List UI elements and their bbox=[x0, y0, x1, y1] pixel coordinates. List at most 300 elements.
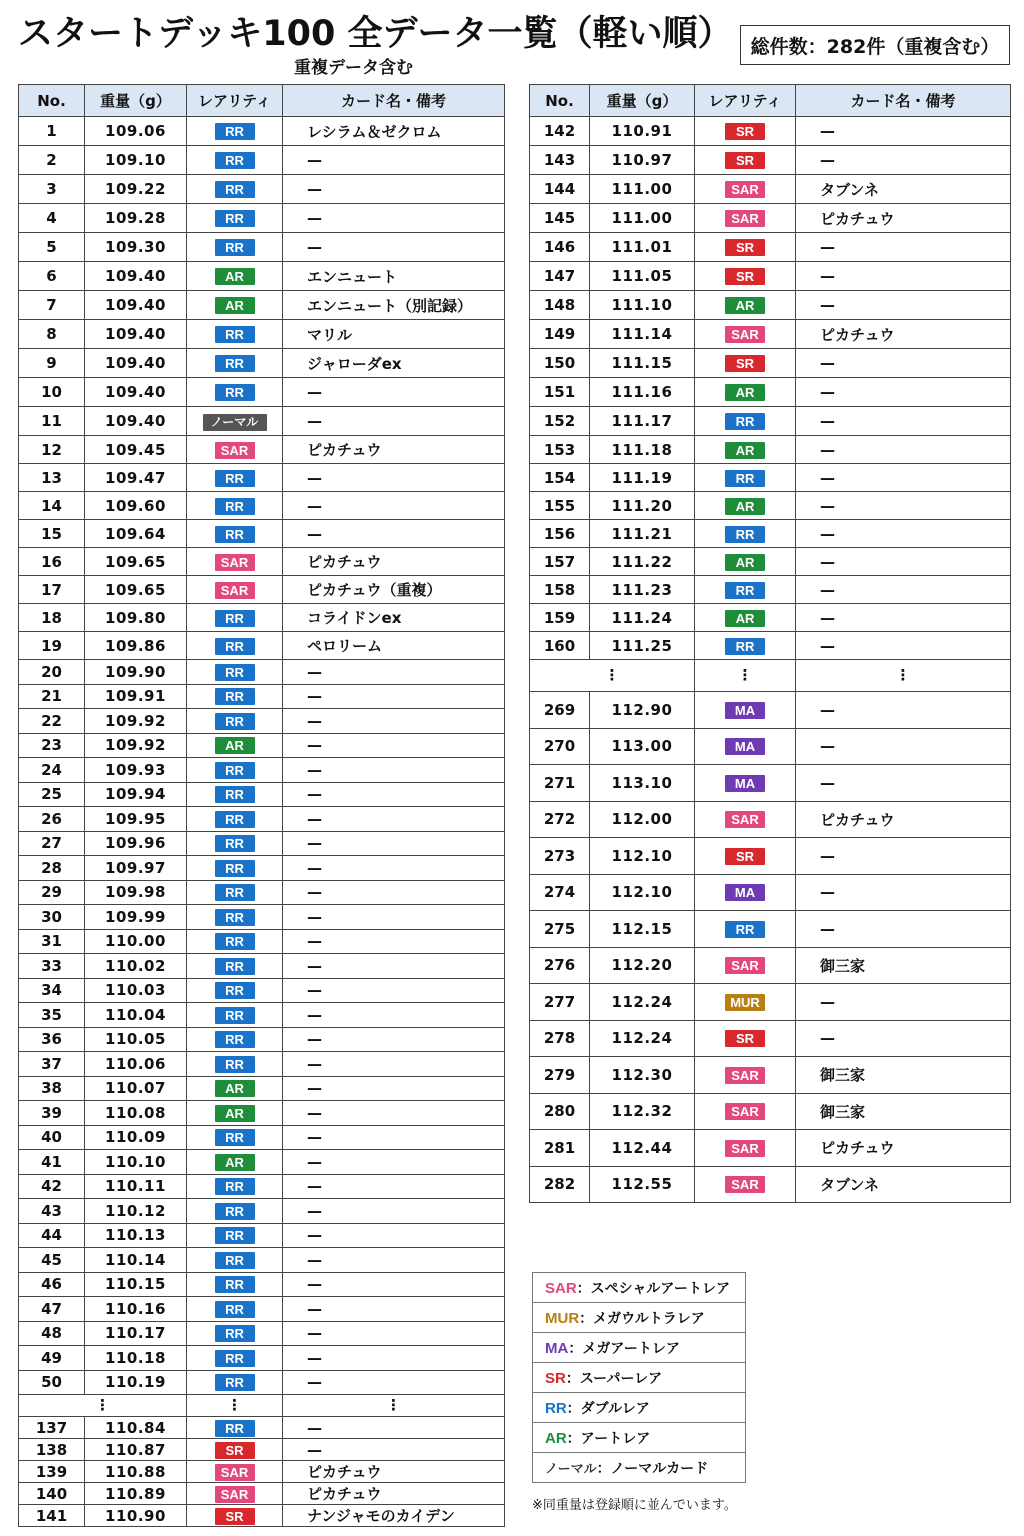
cell-weight: 111.24 bbox=[590, 604, 695, 632]
cell-no: 143 bbox=[530, 146, 590, 175]
rarity-badge: RR bbox=[215, 181, 255, 198]
cell-no: 273 bbox=[530, 838, 590, 875]
cell-note: — bbox=[283, 1174, 505, 1199]
cell-weight: 111.22 bbox=[590, 548, 695, 576]
rarity-badge: RR bbox=[215, 860, 255, 877]
cell-weight: 109.60 bbox=[85, 492, 187, 520]
cell-rarity bbox=[695, 765, 796, 802]
table-row bbox=[19, 684, 505, 709]
cell-note: — bbox=[796, 378, 1011, 407]
cell-note: — bbox=[283, 929, 505, 954]
table-row bbox=[530, 1093, 1011, 1130]
rarity-badge: RR bbox=[725, 470, 765, 487]
table-row bbox=[530, 146, 1011, 175]
cell-note: — bbox=[796, 765, 1011, 802]
cell-no: 154 bbox=[530, 464, 590, 492]
cell-rarity bbox=[187, 1321, 283, 1346]
cell-no: 159 bbox=[530, 604, 590, 632]
rarity-badge: RR bbox=[725, 526, 765, 543]
column-header-rarity: レアリティ bbox=[695, 85, 796, 117]
cell-weight: 109.92 bbox=[85, 709, 187, 734]
table-row bbox=[19, 117, 505, 146]
cell-weight: 109.65 bbox=[85, 576, 187, 604]
cell-note: タブンネ bbox=[796, 175, 1011, 204]
cell-rarity bbox=[187, 632, 283, 660]
cell-note: ピカチュウ bbox=[283, 1483, 505, 1505]
rarity-badge: RR bbox=[725, 582, 765, 599]
table-row bbox=[19, 1346, 505, 1371]
cell-no: 13 bbox=[19, 464, 85, 492]
cell-no: 33 bbox=[19, 954, 85, 979]
ellipsis-row bbox=[19, 1395, 505, 1417]
table-row bbox=[19, 548, 505, 576]
cell-note: — bbox=[283, 856, 505, 881]
legend-cell bbox=[533, 1303, 746, 1333]
cell-no: 16 bbox=[19, 548, 85, 576]
ellipsis-cell: ⋮ bbox=[19, 1395, 187, 1417]
cell-note: ナンジャモのカイデン bbox=[283, 1505, 505, 1527]
table-row bbox=[530, 378, 1011, 407]
legend-cell bbox=[533, 1273, 746, 1303]
cell-note: — bbox=[796, 262, 1011, 291]
cell-no: 12 bbox=[19, 436, 85, 464]
cell-weight: 109.22 bbox=[85, 175, 187, 204]
cell-rarity bbox=[187, 733, 283, 758]
rarity-badge: AR bbox=[215, 268, 255, 285]
cell-no: 29 bbox=[19, 880, 85, 905]
table-row bbox=[19, 175, 505, 204]
rarity-badge: RR bbox=[215, 811, 255, 828]
cell-rarity bbox=[187, 782, 283, 807]
rarity-badge: RR bbox=[215, 933, 255, 950]
cell-no: 155 bbox=[530, 492, 590, 520]
table-row bbox=[19, 1483, 505, 1505]
legend-row bbox=[533, 1303, 746, 1333]
cell-no: 44 bbox=[19, 1223, 85, 1248]
cell-rarity bbox=[695, 692, 796, 729]
cell-no: 281 bbox=[530, 1130, 590, 1167]
cell-rarity bbox=[187, 117, 283, 146]
rarity-badge: SAR bbox=[725, 957, 765, 974]
cell-rarity bbox=[187, 1027, 283, 1052]
cell-weight: 112.90 bbox=[590, 692, 695, 729]
page-subtitle: 重複データ含む bbox=[294, 58, 413, 78]
cell-note: ピカチュウ bbox=[796, 1130, 1011, 1167]
cell-weight: 112.30 bbox=[590, 1057, 695, 1094]
table-row bbox=[19, 1461, 505, 1483]
rarity-badge: AR bbox=[725, 610, 765, 627]
table-row bbox=[530, 947, 1011, 984]
table-row bbox=[19, 905, 505, 930]
cell-no: 2 bbox=[19, 146, 85, 175]
cell-rarity bbox=[695, 548, 796, 576]
table-row bbox=[19, 978, 505, 1003]
cell-rarity bbox=[695, 801, 796, 838]
table-row bbox=[19, 1076, 505, 1101]
cell-weight: 109.91 bbox=[85, 684, 187, 709]
rarity-badge: RR bbox=[725, 921, 765, 938]
cell-note: — bbox=[796, 632, 1011, 660]
cell-weight: 110.05 bbox=[85, 1027, 187, 1052]
cell-weight: 110.88 bbox=[85, 1461, 187, 1483]
cell-weight: 109.40 bbox=[85, 349, 187, 378]
rarity-badge: AR bbox=[215, 297, 255, 314]
table-row bbox=[19, 1248, 505, 1273]
cell-note: — bbox=[283, 733, 505, 758]
rarity-badge: SAR bbox=[725, 210, 765, 227]
cell-weight: 109.40 bbox=[85, 320, 187, 349]
cell-no: 144 bbox=[530, 175, 590, 204]
cell-note: — bbox=[283, 492, 505, 520]
table-row bbox=[530, 604, 1011, 632]
cell-weight: 109.86 bbox=[85, 632, 187, 660]
cell-note: — bbox=[283, 782, 505, 807]
cell-rarity bbox=[187, 1125, 283, 1150]
cell-no: 274 bbox=[530, 874, 590, 911]
cell-weight: 112.20 bbox=[590, 947, 695, 984]
legend-row bbox=[533, 1363, 746, 1393]
legend-text: ：アートレア bbox=[566, 1430, 651, 1447]
rarity-badge: RR bbox=[215, 1178, 255, 1195]
table-row bbox=[530, 728, 1011, 765]
cell-rarity bbox=[695, 520, 796, 548]
cell-rarity bbox=[187, 1101, 283, 1126]
cell-rarity bbox=[695, 632, 796, 660]
cell-weight: 109.98 bbox=[85, 880, 187, 905]
cell-rarity bbox=[695, 604, 796, 632]
cell-weight: 111.21 bbox=[590, 520, 695, 548]
rarity-badge: MA bbox=[725, 884, 765, 901]
cell-weight: 110.84 bbox=[85, 1417, 187, 1439]
cell-rarity bbox=[695, 407, 796, 436]
cell-no: 25 bbox=[19, 782, 85, 807]
cell-weight: 111.01 bbox=[590, 233, 695, 262]
cell-rarity bbox=[695, 492, 796, 520]
table-row bbox=[530, 349, 1011, 378]
cell-note: — bbox=[283, 1003, 505, 1028]
cell-note: — bbox=[796, 492, 1011, 520]
cell-weight: 110.18 bbox=[85, 1346, 187, 1371]
cell-rarity bbox=[187, 291, 283, 320]
column-header-weight: 重量（g） bbox=[85, 85, 187, 117]
rarity-badge: RR bbox=[215, 610, 255, 627]
cell-no: 145 bbox=[530, 204, 590, 233]
table-row bbox=[530, 291, 1011, 320]
cell-weight: 109.97 bbox=[85, 856, 187, 881]
cell-rarity bbox=[187, 492, 283, 520]
rarity-badge: RR bbox=[215, 1203, 255, 1220]
cell-weight: 111.00 bbox=[590, 204, 695, 233]
cell-note: — bbox=[796, 407, 1011, 436]
cell-rarity bbox=[187, 1174, 283, 1199]
rarity-badge: RR bbox=[215, 835, 255, 852]
cell-weight: 110.16 bbox=[85, 1297, 187, 1322]
cell-weight: 109.96 bbox=[85, 831, 187, 856]
rarity-badge: RR bbox=[215, 1374, 255, 1391]
column-header-note: カード名・備考 bbox=[283, 85, 505, 117]
table-row bbox=[530, 1020, 1011, 1057]
cell-rarity bbox=[695, 262, 796, 291]
cell-no: 153 bbox=[530, 436, 590, 464]
cell-no: 14 bbox=[19, 492, 85, 520]
cell-no: 142 bbox=[530, 117, 590, 146]
cell-rarity bbox=[187, 1248, 283, 1273]
table-row bbox=[530, 632, 1011, 660]
legend-abbr: RR bbox=[545, 1399, 567, 1417]
table-header-row bbox=[19, 85, 505, 117]
cell-no: 152 bbox=[530, 407, 590, 436]
cell-rarity bbox=[695, 838, 796, 875]
rarity-badge: RR bbox=[215, 498, 255, 515]
table-row bbox=[530, 874, 1011, 911]
cell-note: — bbox=[283, 1199, 505, 1224]
rarity-badge: AR bbox=[725, 297, 765, 314]
ellipsis-cell: ⋮ bbox=[283, 1395, 505, 1417]
table-row bbox=[19, 1125, 505, 1150]
cell-note: — bbox=[283, 1150, 505, 1175]
legend-cell bbox=[533, 1423, 746, 1453]
rarity-badge: SR bbox=[215, 1508, 255, 1525]
cell-rarity bbox=[187, 1003, 283, 1028]
rarity-badge: SAR bbox=[215, 582, 255, 599]
rarity-badge: RR bbox=[215, 884, 255, 901]
cell-note: ピカチュウ bbox=[283, 1461, 505, 1483]
cell-note: — bbox=[283, 709, 505, 734]
table-row bbox=[530, 117, 1011, 146]
table-row bbox=[19, 632, 505, 660]
cell-note: — bbox=[283, 520, 505, 548]
table-row bbox=[530, 204, 1011, 233]
cell-rarity bbox=[187, 709, 283, 734]
cell-weight: 109.40 bbox=[85, 291, 187, 320]
cell-weight: 109.94 bbox=[85, 782, 187, 807]
rarity-badge: RR bbox=[215, 1276, 255, 1293]
rarity-badge: SR bbox=[725, 123, 765, 140]
legend-abbr: SR bbox=[545, 1369, 566, 1387]
rarity-badge: RR bbox=[215, 688, 255, 705]
rarity-badge: RR bbox=[215, 1056, 255, 1073]
cell-rarity bbox=[187, 880, 283, 905]
rarity-legend bbox=[532, 1272, 746, 1483]
table-row bbox=[530, 320, 1011, 349]
rarity-badge: SAR bbox=[725, 1067, 765, 1084]
cell-no: 49 bbox=[19, 1346, 85, 1371]
page-title: スタートデッキ100 全データ一覧（軽い順） bbox=[18, 14, 733, 54]
cell-note: ピカチュウ bbox=[283, 436, 505, 464]
table-row bbox=[19, 856, 505, 881]
cell-weight: 110.17 bbox=[85, 1321, 187, 1346]
cell-no: 278 bbox=[530, 1020, 590, 1057]
legend-row bbox=[533, 1273, 746, 1303]
cell-rarity bbox=[187, 1370, 283, 1395]
legend-text: ：スーパーレア bbox=[565, 1370, 663, 1387]
cell-rarity bbox=[695, 117, 796, 146]
cell-weight: 109.95 bbox=[85, 807, 187, 832]
legend-cell bbox=[533, 1363, 746, 1393]
column-header-no: No. bbox=[530, 85, 590, 117]
cell-no: 272 bbox=[530, 801, 590, 838]
cell-note: ピカチュウ（重複） bbox=[283, 576, 505, 604]
cell-no: 48 bbox=[19, 1321, 85, 1346]
table-row bbox=[19, 407, 505, 436]
cell-no: 148 bbox=[530, 291, 590, 320]
legend-abbr: MA bbox=[545, 1339, 569, 1357]
rarity-badge: RR bbox=[215, 1301, 255, 1318]
cell-note: — bbox=[283, 954, 505, 979]
cell-note: — bbox=[283, 233, 505, 262]
cell-note: エンニュート bbox=[283, 262, 505, 291]
cell-note: ジャローダex bbox=[283, 349, 505, 378]
cell-no: 39 bbox=[19, 1101, 85, 1126]
table-row bbox=[19, 204, 505, 233]
cell-rarity bbox=[695, 1020, 796, 1057]
cell-rarity bbox=[187, 1150, 283, 1175]
table-row bbox=[19, 758, 505, 783]
table-row bbox=[530, 492, 1011, 520]
ellipsis-cell: ⋮ bbox=[695, 660, 796, 692]
cell-no: 151 bbox=[530, 378, 590, 407]
cell-weight: 109.40 bbox=[85, 407, 187, 436]
cell-no: 5 bbox=[19, 233, 85, 262]
cell-weight: 110.00 bbox=[85, 929, 187, 954]
table-row bbox=[19, 1223, 505, 1248]
ellipsis-row bbox=[530, 660, 1011, 692]
table-row bbox=[19, 378, 505, 407]
legend-text: ：メガウルトラレア bbox=[579, 1310, 705, 1327]
cell-rarity bbox=[695, 464, 796, 492]
cell-rarity bbox=[187, 1439, 283, 1461]
cell-weight: 109.40 bbox=[85, 378, 187, 407]
cell-note: — bbox=[283, 978, 505, 1003]
cell-no: 1 bbox=[19, 117, 85, 146]
cell-weight: 112.10 bbox=[590, 874, 695, 911]
cell-weight: 109.99 bbox=[85, 905, 187, 930]
table-row bbox=[19, 1174, 505, 1199]
table-row bbox=[19, 320, 505, 349]
cell-weight: 110.87 bbox=[85, 1439, 187, 1461]
cell-weight: 112.44 bbox=[590, 1130, 695, 1167]
cell-no: 160 bbox=[530, 632, 590, 660]
column-header-rarity: レアリティ bbox=[187, 85, 283, 117]
data-table-left bbox=[18, 84, 505, 1527]
cell-weight: 109.80 bbox=[85, 604, 187, 632]
cell-weight: 109.64 bbox=[85, 520, 187, 548]
cell-note: — bbox=[283, 1027, 505, 1052]
cell-rarity bbox=[695, 874, 796, 911]
cell-no: 7 bbox=[19, 291, 85, 320]
cell-rarity bbox=[695, 728, 796, 765]
cell-no: 10 bbox=[19, 378, 85, 407]
cell-no: 21 bbox=[19, 684, 85, 709]
column-header-no: No. bbox=[19, 85, 85, 117]
cell-rarity bbox=[187, 407, 283, 436]
cell-rarity bbox=[187, 1076, 283, 1101]
cell-weight: 113.00 bbox=[590, 728, 695, 765]
cell-weight: 109.65 bbox=[85, 548, 187, 576]
cell-no: 277 bbox=[530, 984, 590, 1021]
data-table-right bbox=[529, 84, 1011, 1203]
legend-cell bbox=[533, 1333, 746, 1363]
cell-note: ピカチュウ bbox=[796, 801, 1011, 838]
legend-abbr: MUR bbox=[545, 1309, 580, 1327]
table-row bbox=[19, 1439, 505, 1461]
legend-abbr: SAR bbox=[545, 1279, 577, 1297]
cell-rarity bbox=[695, 1166, 796, 1203]
cell-rarity bbox=[187, 175, 283, 204]
cell-weight: 112.10 bbox=[590, 838, 695, 875]
cell-weight: 110.10 bbox=[85, 1150, 187, 1175]
table-row bbox=[19, 520, 505, 548]
table-row bbox=[530, 436, 1011, 464]
cell-no: 23 bbox=[19, 733, 85, 758]
cell-note: — bbox=[283, 204, 505, 233]
table-row bbox=[530, 576, 1011, 604]
rarity-badge: RR bbox=[215, 326, 255, 343]
cell-note: 御三家 bbox=[796, 947, 1011, 984]
cell-rarity bbox=[187, 758, 283, 783]
cell-note: — bbox=[796, 874, 1011, 911]
cell-weight: 112.32 bbox=[590, 1093, 695, 1130]
cell-note: — bbox=[796, 436, 1011, 464]
cell-note: エンニュート（別記録） bbox=[283, 291, 505, 320]
cell-weight: 111.14 bbox=[590, 320, 695, 349]
rarity-badge: RR bbox=[215, 1420, 255, 1437]
cell-rarity bbox=[187, 905, 283, 930]
cell-note: — bbox=[796, 984, 1011, 1021]
cell-note: — bbox=[283, 175, 505, 204]
legend-cell bbox=[533, 1453, 746, 1483]
total-count-box: 総件数：282件（重複含む） bbox=[740, 25, 1010, 65]
rarity-badge: SR bbox=[725, 152, 765, 169]
cell-no: 47 bbox=[19, 1297, 85, 1322]
cell-no: 157 bbox=[530, 548, 590, 576]
cell-weight: 111.20 bbox=[590, 492, 695, 520]
cell-weight: 112.55 bbox=[590, 1166, 695, 1203]
cell-no: 3 bbox=[19, 175, 85, 204]
cell-no: 15 bbox=[19, 520, 85, 548]
cell-rarity bbox=[695, 378, 796, 407]
table-row bbox=[530, 175, 1011, 204]
rarity-badge: SAR bbox=[725, 181, 765, 198]
cell-note: — bbox=[796, 728, 1011, 765]
legend-row bbox=[533, 1453, 746, 1483]
cell-weight: 110.12 bbox=[85, 1199, 187, 1224]
cell-no: 18 bbox=[19, 604, 85, 632]
cell-no: 146 bbox=[530, 233, 590, 262]
cell-rarity bbox=[695, 204, 796, 233]
table-row bbox=[530, 262, 1011, 291]
cell-rarity bbox=[187, 464, 283, 492]
rarity-badge: RR bbox=[215, 355, 255, 372]
cell-note: ピカチュウ bbox=[283, 548, 505, 576]
cell-note: — bbox=[796, 146, 1011, 175]
cell-no: 27 bbox=[19, 831, 85, 856]
cell-weight: 109.10 bbox=[85, 146, 187, 175]
rarity-badge: RR bbox=[725, 413, 765, 430]
rarity-badge: AR bbox=[725, 554, 765, 571]
cell-no: 8 bbox=[19, 320, 85, 349]
cell-note: ピカチュウ bbox=[796, 204, 1011, 233]
cell-note: — bbox=[796, 1020, 1011, 1057]
table-row bbox=[19, 1052, 505, 1077]
rarity-badge: RR bbox=[215, 762, 255, 779]
cell-weight: 110.90 bbox=[85, 1505, 187, 1527]
cell-no: 22 bbox=[19, 709, 85, 734]
rarity-badge: AR bbox=[725, 442, 765, 459]
cell-rarity bbox=[187, 1505, 283, 1527]
cell-note: — bbox=[283, 1248, 505, 1273]
rarity-badge: RR bbox=[215, 1350, 255, 1367]
